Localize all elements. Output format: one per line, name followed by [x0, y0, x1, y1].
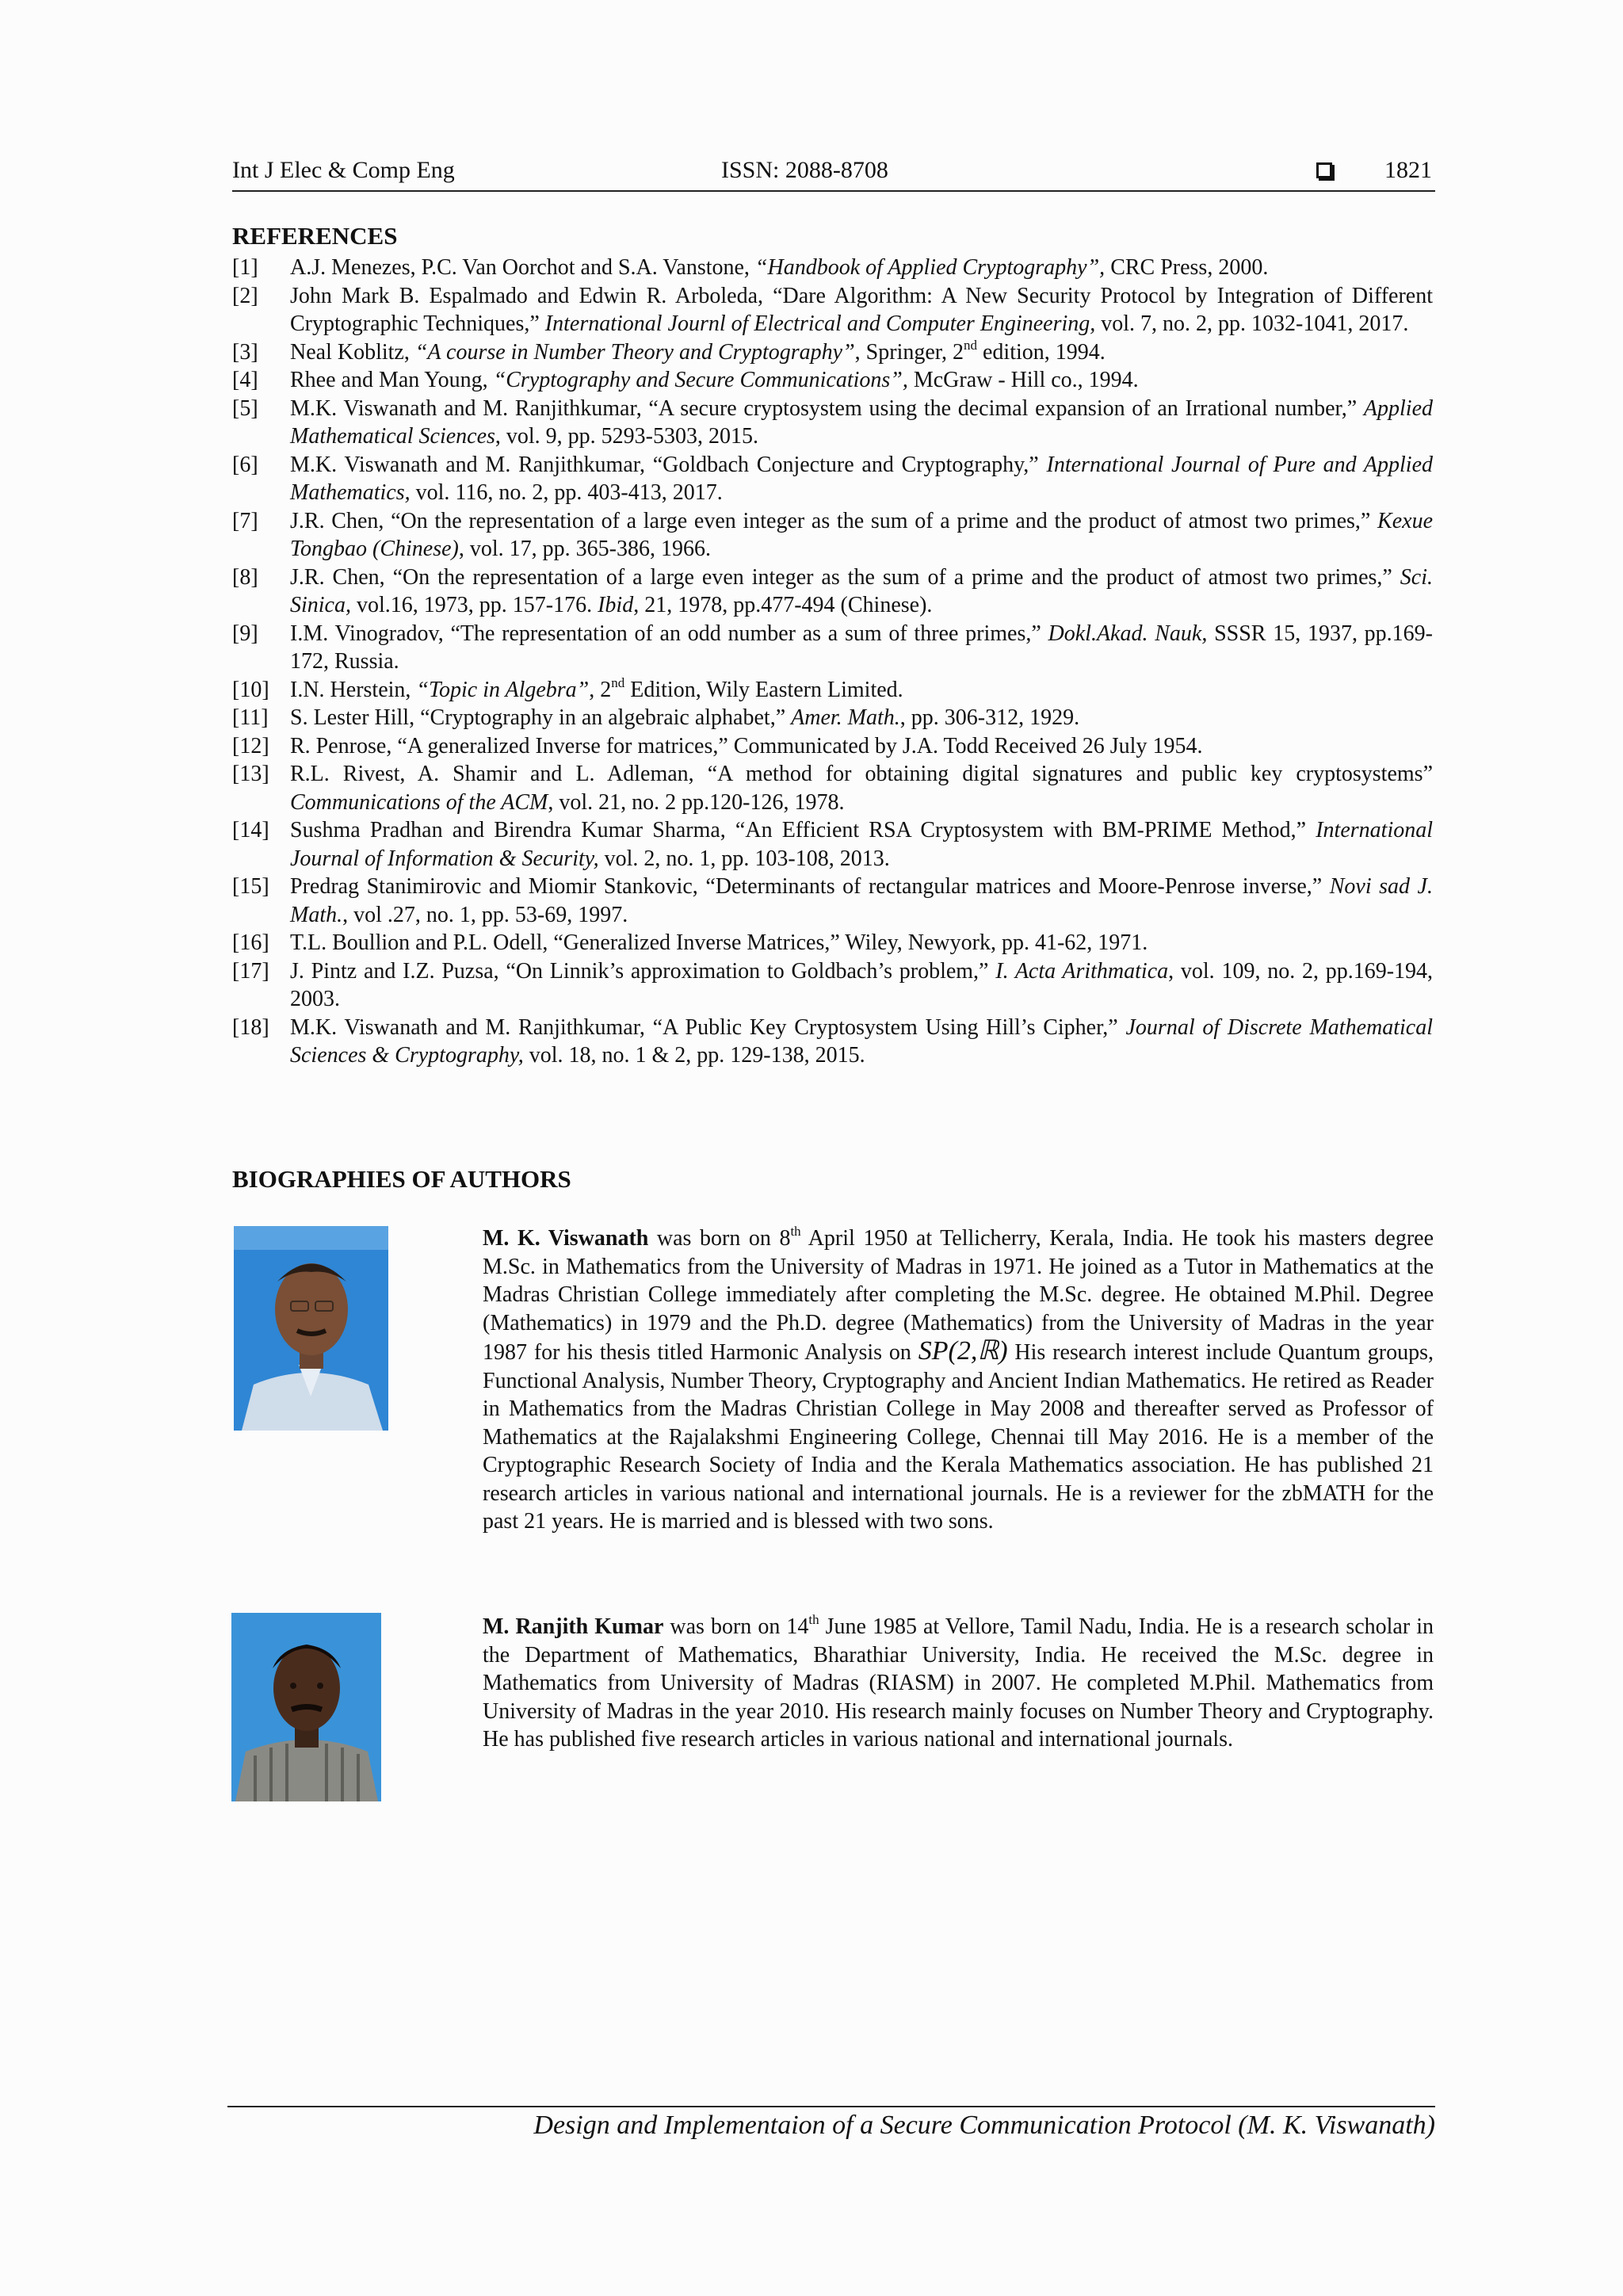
page-number: 1821 — [1384, 157, 1432, 183]
reference-item — [232, 873, 1433, 929]
references-heading: REFERENCES — [232, 222, 398, 250]
reference-text: I.N. Herstein, “Topic in Algebra”, 2nd Edition, Wily Eastern Limited. — [290, 674, 903, 702]
reference-text: J.R. Chen, “On the representation of a large even integer as the sum of a prime and the product of atmost two primes,” Sci. Sinica, vol.16, 1973, pp. 157-176. Ibid, 21, 1978, pp.477-494 (Chinese). — [290, 564, 1433, 617]
issn: ISSN: 2088-8708 — [721, 157, 888, 183]
reference-number: [11] — [232, 705, 269, 730]
reference-text: I.M. Vinogradov, “The representation of an odd number as a sum of three primes,” Dokl.Akad. Nauk, SSSR 15, 1937, pp.169-172, Russia. — [290, 621, 1434, 674]
reference-number: [14] — [232, 818, 269, 842]
reference-text: M.K. Viswanath and M. Ranjithkumar, “A Public Key Cryptosystem Using Hill’s Cipher,” Journal of Discrete Mathematical Sciences & Cryptography, vol. 18, no. 1 & 2, pp. 129-138, 2015. — [290, 1014, 1433, 1068]
reference-number: [12] — [232, 733, 269, 758]
reference-number: [2] — [232, 283, 258, 308]
reference-item — [232, 282, 1433, 338]
author-photo-viswanath — [234, 1226, 388, 1431]
reference-item — [232, 704, 1433, 732]
reference-item — [232, 451, 1433, 507]
reference-text: S. Lester Hill, “Cryptography in an algebraic alphabet,” Amer. Math., pp. 306-312, 1929. — [290, 705, 1080, 730]
reference-number: [16] — [232, 930, 269, 955]
reference-item — [232, 929, 1433, 957]
reference-item — [232, 816, 1433, 873]
biographies-heading: BIOGRAPHIES OF AUTHORS — [232, 1165, 571, 1193]
reference-text: Rhee and Man Young, “Cryptography and Secure Communications”, McGraw - Hill co., 1994. — [290, 368, 1139, 392]
math-expression: SP(2,ℝ) — [918, 1336, 1008, 1366]
reference-number: [8] — [232, 564, 258, 590]
reference-list — [232, 254, 1433, 1070]
reference-item — [232, 507, 1433, 563]
reference-item — [232, 563, 1433, 620]
reference-text: Predrag Stanimirovic and Miomir Stankovic, “Determinants of rectangular matrices and Moore-Penrose inverse,” Novi sad J. Math., vol .27, no. 1, pp. 53-69, 1997. — [290, 874, 1433, 927]
reference-item — [232, 1014, 1433, 1070]
reference-item — [232, 732, 1433, 761]
author-photo-ranjith-kumar — [231, 1613, 381, 1801]
reference-number: [4] — [232, 368, 258, 392]
running-footer: Design and Implementaion of a Secure Communication Protocol (M. K. Viswanath) — [533, 2111, 1435, 2140]
reference-text: J. Pintz and I.Z. Puzsa, “On Linnik’s approximation to Goldbach’s problem,” I. Acta Arithmatica, vol. 109, no. 2, pp.169-194, 2003. — [290, 958, 1434, 1011]
reference-number: [7] — [232, 508, 258, 533]
reference-text: M.K. Viswanath and M. Ranjithkumar, “A secure cryptosystem using the decimal expansion of an Irrational number,” Applied Mathematical Sciences, vol. 9, pp. 5293-5303, 2015. — [290, 395, 1433, 449]
reference-item — [232, 338, 1433, 367]
reference-text: A.J. Menezes, P.C. Van Oorchot and S.A. Vanstone, “Handbook of Applied Cryptography”, CRC Press, 2000. — [290, 255, 1269, 280]
reference-text: T.L. Boullion and P.L. Odell, “Generalized Inverse Matrices,” Wiley, Newyork, pp. 41-62, 1971. — [290, 930, 1148, 955]
reference-number: [3] — [232, 339, 258, 365]
reference-item — [232, 395, 1433, 451]
reference-text: Neal Koblitz, “A course in Number Theory and Cryptography”, Springer, 2nd edition, 1994. — [290, 337, 1106, 365]
reference-item — [232, 676, 1433, 705]
reference-item — [232, 366, 1433, 395]
author-name: M. Ranjith Kumar — [483, 1614, 664, 1639]
journal-name: Int J Elec & Comp Eng — [232, 157, 455, 183]
running-header — [232, 151, 1435, 192]
biography-ranjith-kumar: M. Ranjith Kumar was born on 14th June 1985 at Vellore, Tamil Nadu, India. He is a research scholar in the Department of Mathematics, Bharathiar University, India. He received the M.Sc. degree in Mathematics from University of Madras (RIASM) in 2007. He completed M.Phil. Mathematics from University of Madras in the year 2010. His research mainly focuses on Number Theory and Cryptography. He has published five research articles in various national and international journals. — [483, 1612, 1434, 1752]
reference-text: John Mark B. Espalmado and Edwin R. Arboleda, “Dare Algorithm: A New Security Protocol by Integration of Different Cryptographic Techniques,” International Journl of Electrical and Computer Engineering, vol. 7, no. 2, pp. 1032-1041, 2017. — [290, 283, 1433, 336]
reference-item — [232, 620, 1433, 676]
author-name: M. K. Viswanath — [483, 1226, 649, 1251]
reference-number: [1] — [232, 255, 258, 280]
reference-number: [10] — [232, 677, 269, 702]
reference-number: [15] — [232, 874, 269, 899]
reference-number: [13] — [232, 762, 269, 786]
reference-text: R.L. Rivest, A. Shamir and L. Adleman, “A method for obtaining digital signatures and public key cryptosystems” Communications of the ACM, vol. 21, no. 2 pp.120-126, 1978. — [290, 762, 1433, 815]
reference-text: M.K. Viswanath and M. Ranjithkumar, “Goldbach Conjecture and Cryptography,” International Journal of Pure and Applied Mathematics, vol. 116, no. 2, pp. 403-413, 2017. — [290, 452, 1433, 505]
footer-rule — [227, 2106, 1435, 2107]
reference-item — [232, 254, 1433, 282]
reference-number: [18] — [232, 1014, 269, 1040]
reference-text: Sushma Pradhan and Birendra Kumar Sharma, “An Efficient RSA Cryptosystem with BM-PRIME Method,” International Journal of Information & Security, vol. 2, no. 1, pp. 103-108, 2013. — [290, 818, 1433, 871]
reference-number: [5] — [232, 395, 258, 421]
biography-viswanath: M. K. Viswanath was born on 8th April 1950 at Tellicherry, Kerala, India. He took his masters degree M.Sc. in Mathematics from the University of Madras in 1971. He joined as a Tutor in Mathematics at the Madras Christian College immediately after completing the M.Sc. degree. He obtained M.Phil. Degree (Mathematics) in 1979 and the Ph.D. degree (Mathematics) from the University of Madras in the year 1987 for his thesis titled Harmonic Analysis on SP(2,ℝ) His research interest include Quantum groups, Functional Analysis, Number Theory, Cryptography and Ancient Indian Mathematics. He retired as Reader in Mathematics from the Madras Christian College in May 2008 and thereafter served as Professor of Mathematics at the Rajalakshmi Engineering College, Chennai till May 2016. He is a member of the Cryptographic Research Society of India and the Kerala Mathematics association. He has published 21 research articles in various national and international journals. He is a reviewer for the zbMATH for the past 21 years. He is married and is blessed with two sons. — [483, 1224, 1434, 1534]
reference-item — [232, 957, 1433, 1014]
reference-number: [9] — [232, 621, 258, 646]
reference-number: [6] — [232, 452, 258, 477]
reference-text: J.R. Chen, “On the representation of a large even integer as the sum of a prime and the product of atmost two primes,” Kexue Tongbao (Chinese), vol. 17, pp. 365-386, 1966. — [290, 508, 1433, 561]
reference-item — [232, 760, 1433, 816]
square-bullet-icon — [1316, 162, 1332, 178]
reference-text: R. Penrose, “A generalized Inverse for matrices,” Communicated by J.A. Todd Received 26 July 1954. — [290, 733, 1203, 758]
reference-number: [17] — [232, 958, 269, 984]
